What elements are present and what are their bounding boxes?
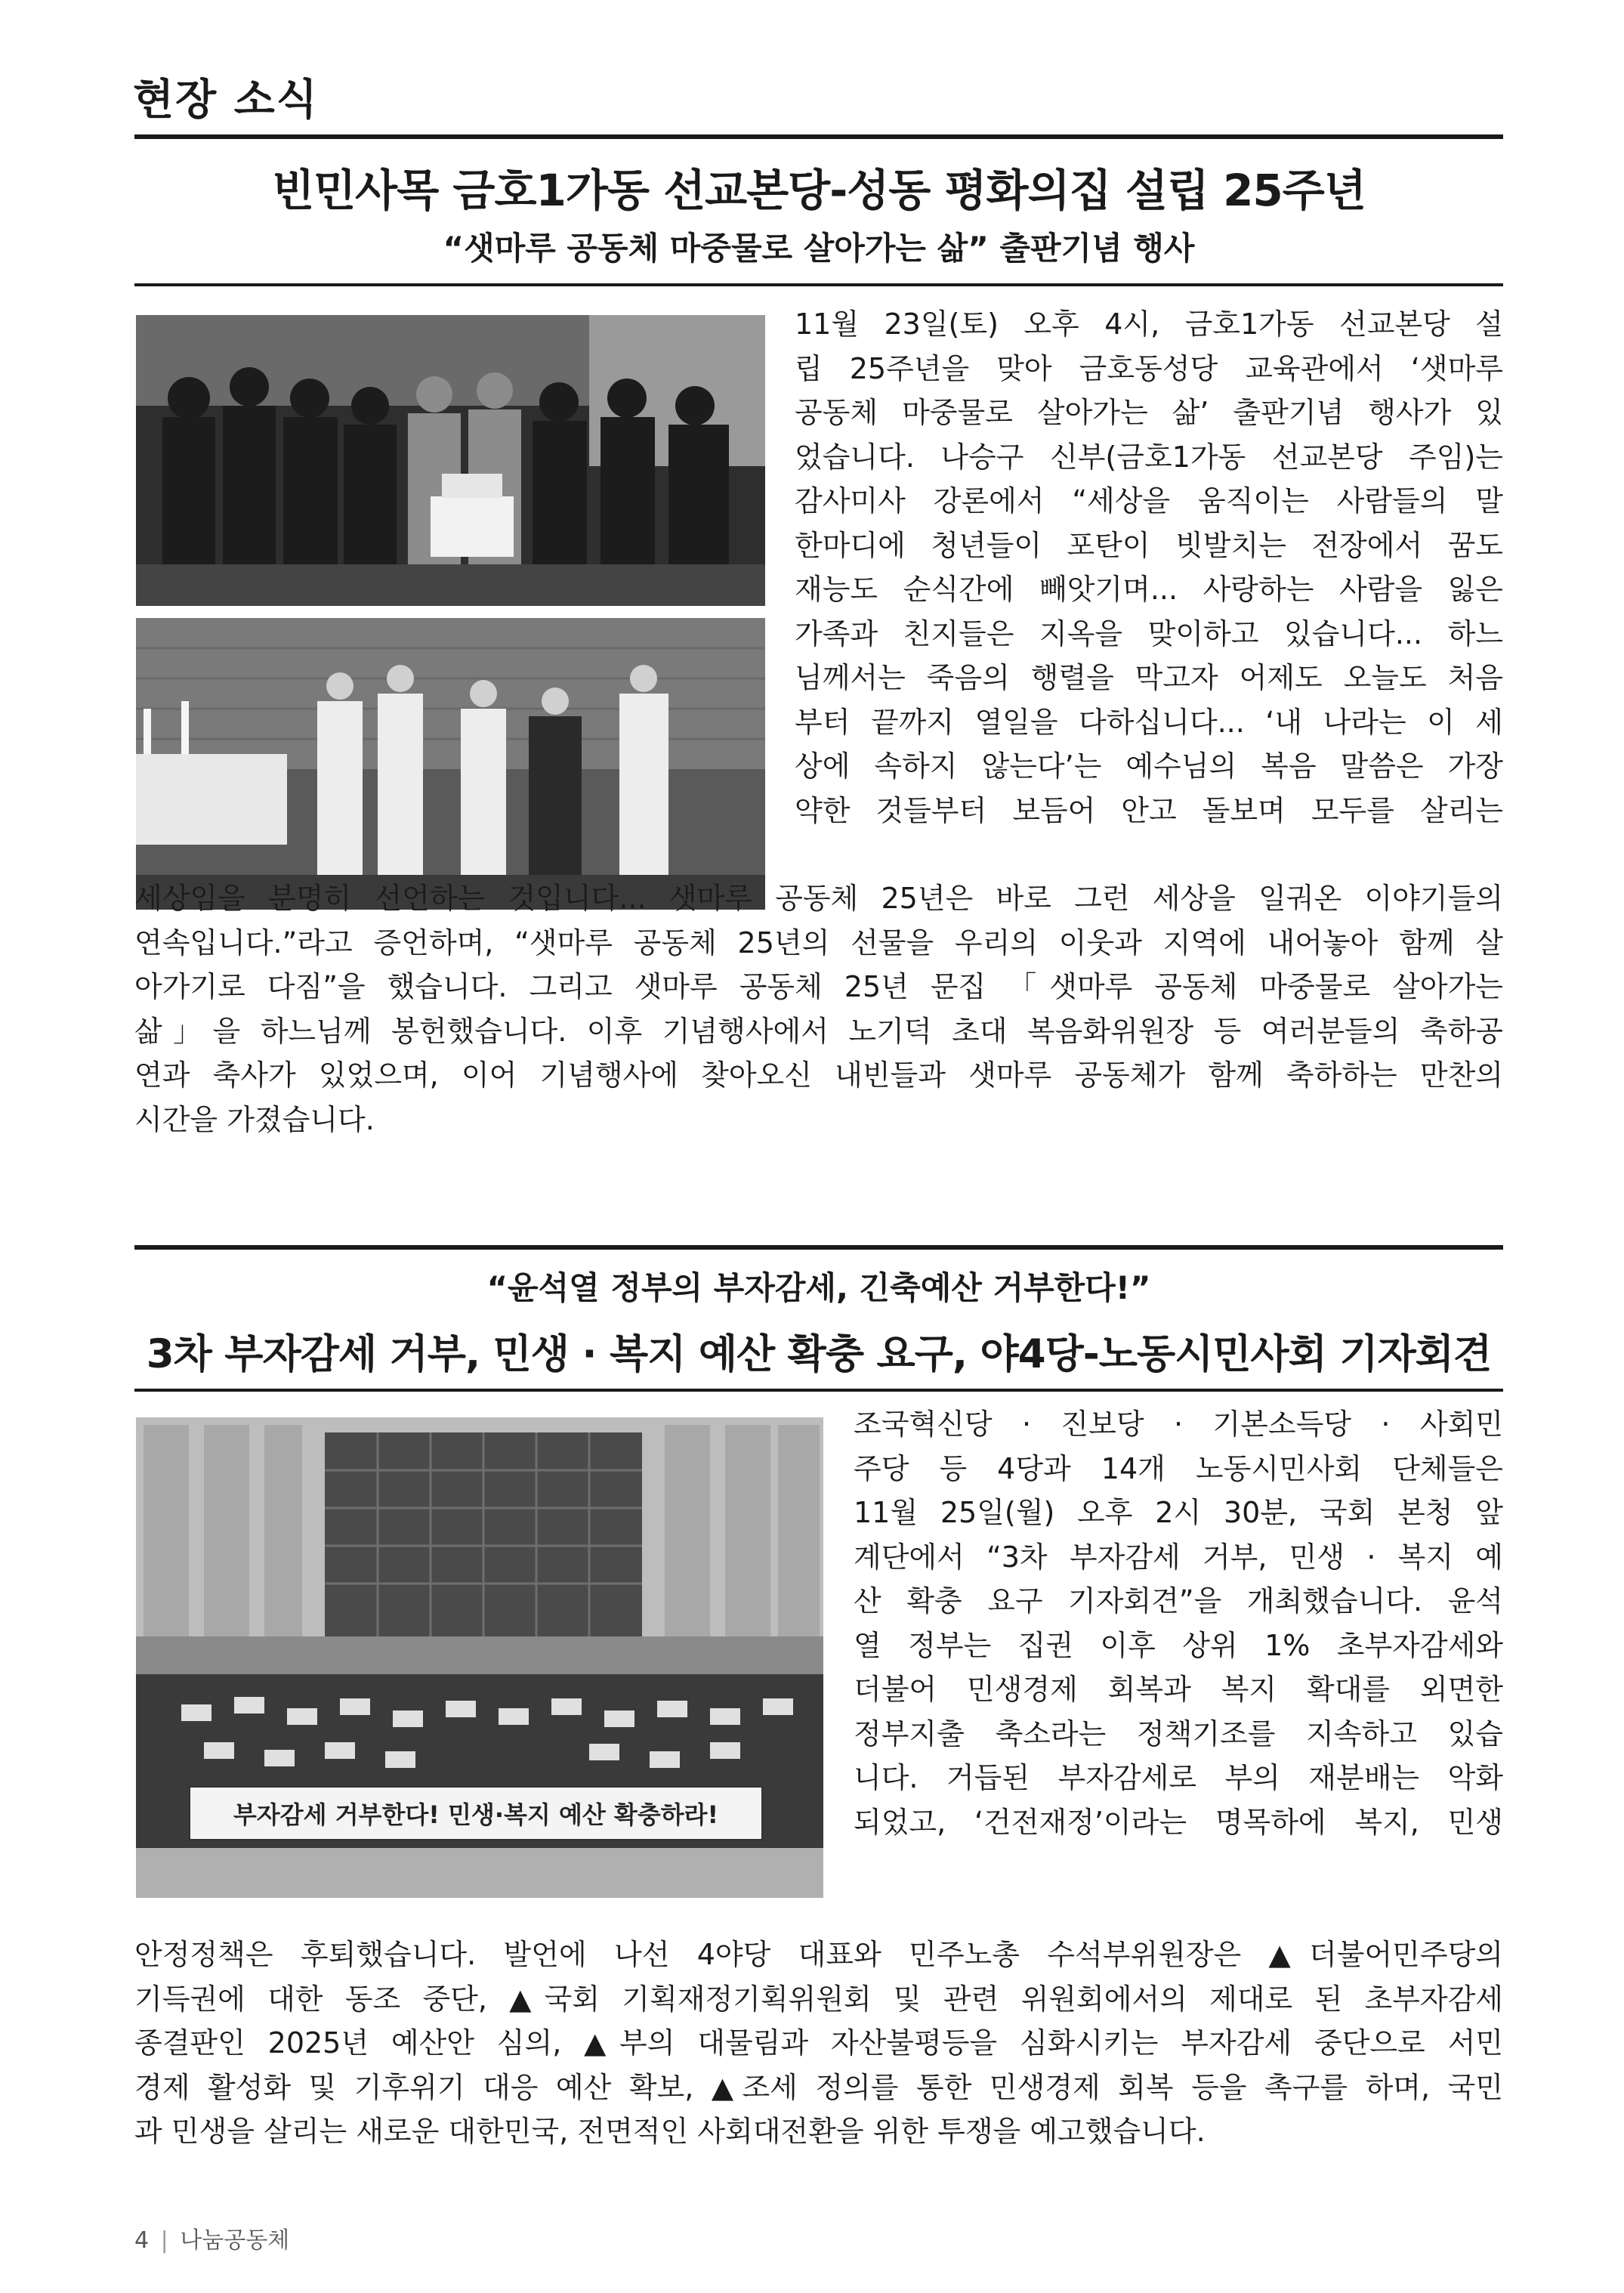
article2-header-rule <box>134 1389 1503 1392</box>
top-rule <box>134 134 1503 139</box>
article1-title: 빈민사목 금호1가동 선교본당-성동 평화의집 설립 25주년 <box>272 165 1366 216</box>
article2-subtitle: “윤석열 정부의 부자감세, 긴축예산 거부한다!” <box>486 1269 1151 1306</box>
press-conference-photo <box>136 1417 823 1898</box>
page-number: 4 <box>134 2227 150 2254</box>
section-label: 현장 소식 <box>133 76 319 125</box>
article1-subtitle: “샛마루 공동체 마중물로 살아가는 삶” 출판기념 행사 <box>443 230 1195 267</box>
article1-body-side: 11월 23일(토) 오후 4시, 금호1가동 선교본당 설 립 25주년을 맞아 금호동성당 교육관에서 ‘샛마루 공동체 마중물로 살아가는 삶’ 출판기념 행사가 있 었습니다. 나승구 신부(금호1가동 선교본당 주임)는 감사미사 강론에서 “세상을 움직이는 사람들의 말 한마디에 청년들이 포탄이 빗발치는 전장에서 꿈도 재능도 순식간에 빼앗기며... 사랑하는 사람을 잃은 가족과 친지들은 지옥을 맞이하고 있습니다... 하느 님께서는 죽음의 행렬을 막고자 어제도 오늘도 처음 부터 끝까지 열일을 다하십니다... ‘내 나라는 이 세 상에 속하지 않는다’는 예수님의 복음 말씀은 가장 약한 것들부터 보듬어 안고 돌보며 모두를 살리는 <box>795 307 1503 827</box>
article1-body-full: 세상임을 분명히 선언하는 것입니다... 샛마루 공동체 25년은 바로 그런 세상을 일궈온 이야기들의 연속입니다.”라고 증언하며, “샛마루 공동체 25년의 선물을 우리의 이웃과 지역에 내어놓아 함께 살 아가기로 다짐”을 했습니다. 그리고 샛마루 공동체 25년 문집 「샛마루 공동체 마중물로 살아가는 삶」을 하느님께 봉헌했습니다. 이후 기념행사에서 노기덕 초대 복음화위원장 등 여러분들의 축하공 연과 축사가 있었으며, 이어 기념행사에 찾아오신 내빈들과 샛마루 공동체가 함께 축하하는 만찬의 시간을 가졌습니다. <box>134 882 1503 1136</box>
protest-banner <box>189 1786 763 1840</box>
group-photo-cake <box>136 315 765 606</box>
page-footer <box>134 2221 289 2254</box>
article2-body-side: 조국혁신당 · 진보당 · 기본소득당 · 사회민 주당 등 4당과 14개 노동시민사회 단체들은 11월 25일(월) 오후 2시 30분, 국회 본청 앞 계단에서 “3차 부자감세 거부, 민생 · 복지 예 산 확충 요구 기자회견”을 개최했습니다. 윤석 열 정부는 집권 이후 상위 1% 초부자감세와 더불어 민생경제 회복과 복지 확대를 외면한 정부지출 축소라는 정책기조를 지속하고 있습 니다. 거듭된 부자감세로 부의 재분배는 악화 되었고, ‘건전재정’이라는 명목하에 복지, 민생 <box>854 1408 1503 1839</box>
article2-body-full: 안정정책은 후퇴했습니다. 발언에 나선 4야당 대표와 민주노총 수석부위원장은 ▲더불어민주당의 기득권에 대한 동조 중단, ▲국회 기획재정기획위원회 및 관련 위원회에서의 제대로 된 초부자감세 종결판인 2025년 예산안 심의, ▲부의 대물림과 자산불평등을 심화시키는 부자감세 중단으로 서민 경제 활성화 및 기후위기 대응 예산 확보, ▲조세 정의를 통한 민생경제 회복 등을 촉구를 하며, 국민 과 민생을 살리는 새로운 대한민국, 전면적인 사회대전환을 위한 투쟁을 예고했습니다. <box>134 1938 1503 2148</box>
footer-separator: | <box>160 2227 168 2254</box>
article2-title: 3차 부자감세 거부, 민생 · 복지 예산 확충 요구, 야4당-노동시민사회 기자회견 <box>146 1331 1492 1377</box>
article1-header-rule <box>134 283 1503 286</box>
protest-banner-text: 부자감세 거부한다! 민생·복지 예산 확충하라! <box>233 1800 719 1829</box>
mass-photo <box>136 618 765 910</box>
article2-top-rule <box>134 1245 1503 1250</box>
publication-name: 나눔공동체 <box>180 2227 290 2254</box>
